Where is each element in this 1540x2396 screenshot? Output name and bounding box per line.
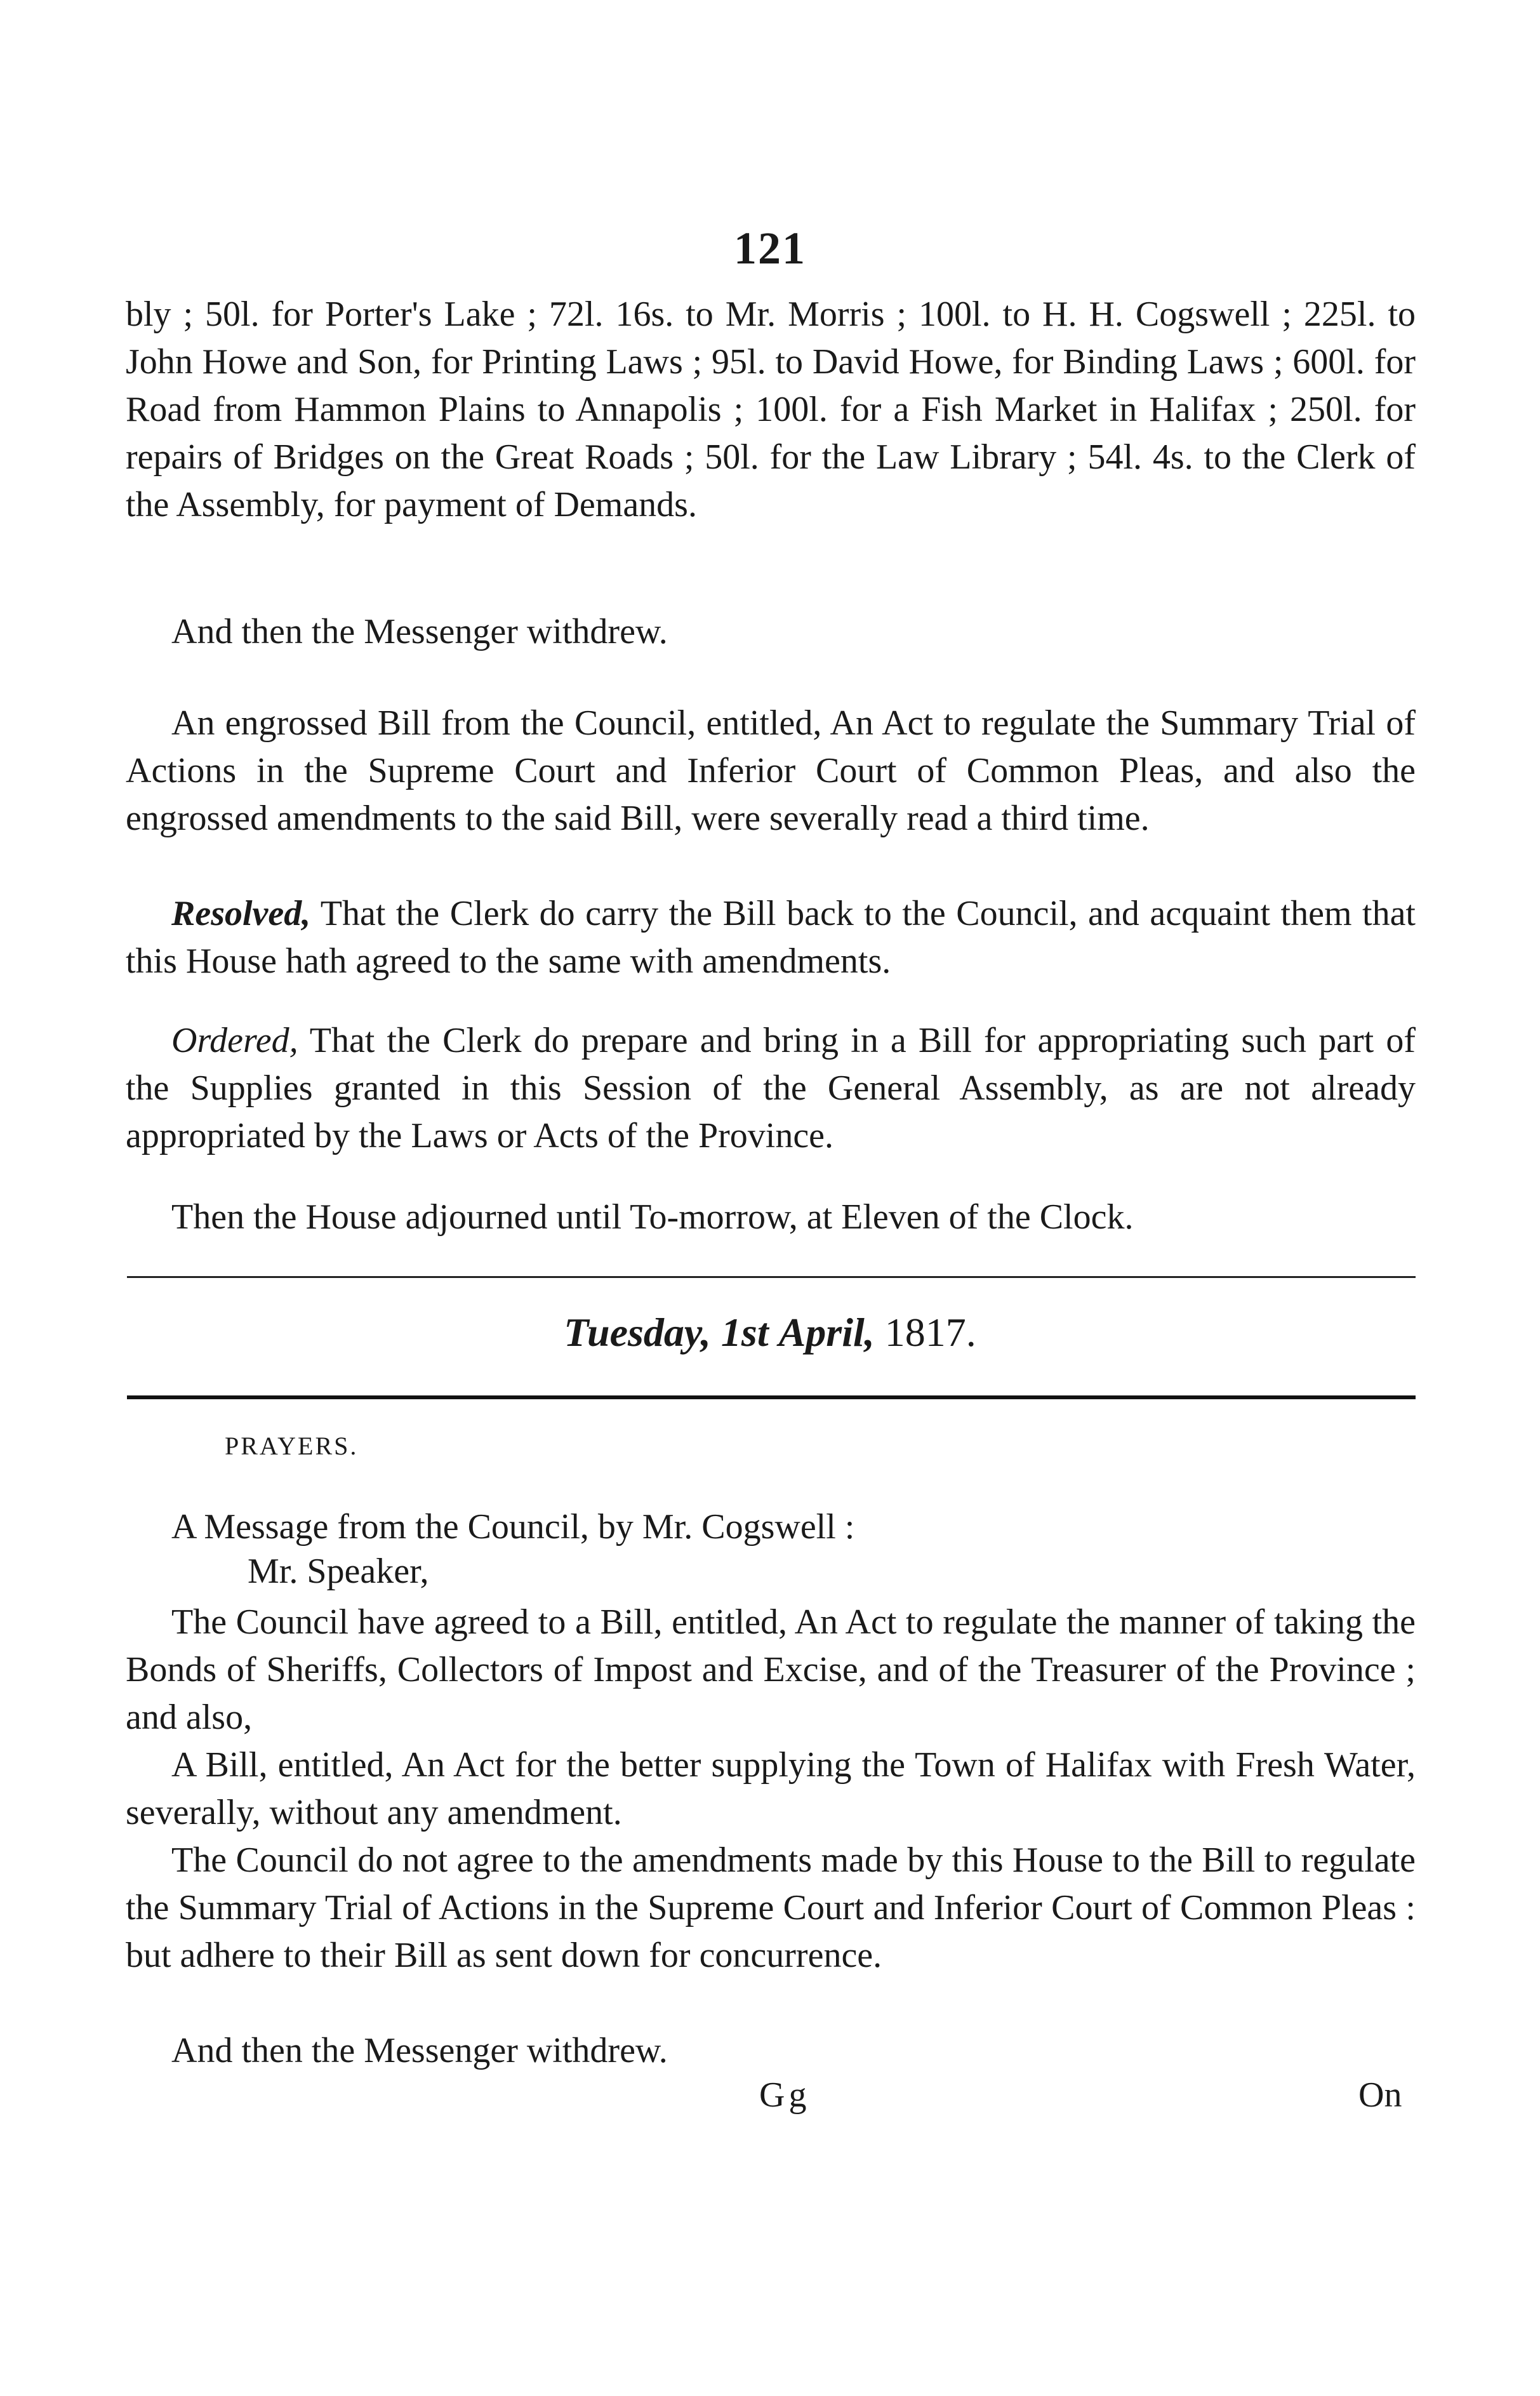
paragraph-text: And then the Messenger withdrew. xyxy=(171,612,668,651)
prayers-heading: PRAYERS. xyxy=(225,1432,359,1460)
paragraph-text: An engrossed Bill from the Council, entitled, An Act to regulate the Summary Trial of Actions in the Supreme Court and Inferior Court of Common Pleas, and also the engrossed amendments to the said Bill, were severally read a third time. xyxy=(126,703,1416,838)
resolved-text: That the Clerk do carry the Bill back to the Council, and acquaint them that this House hath agreed to the same with amendments. xyxy=(126,894,1416,981)
paragraph-text: Then the House adjourned until To-morrow, at Eleven of the Clock. xyxy=(171,1197,1134,1237)
adjournment-paragraph xyxy=(126,1194,1416,1241)
section-divider-bottom xyxy=(127,1395,1416,1399)
fresh-water-bill-paragraph xyxy=(126,1741,1416,1837)
speaker-salutation: Mr. Speaker, xyxy=(248,1552,429,1591)
date-weekday: Tuesday, xyxy=(564,1310,711,1355)
ordered-paragraph xyxy=(126,1017,1416,1160)
paragraph-text: The Council have agreed to a Bill, entitled, An Act to regulate the manner of taking the Bonds of Sheriffs, Collectors of Impost and Excise, and of the Treasurer of the Province ; and also, xyxy=(126,1602,1416,1737)
date-month: April, xyxy=(778,1310,875,1355)
date-day: 1st xyxy=(720,1310,769,1355)
ordered-text: That the Clerk do prepare and bring in a Bill for appropriating such part of the Supplies granted in this Session of the General Assembly, as are not already appropriated by the Laws or Acts of the Province. xyxy=(126,1021,1416,1155)
paragraph-text: And then the Messenger withdrew. xyxy=(171,2031,668,2070)
section-divider-top xyxy=(127,1276,1416,1278)
signature-mark: Gg xyxy=(759,2075,811,2115)
engrossed-bill-paragraph xyxy=(126,700,1416,842)
paragraph-text xyxy=(126,1017,1416,1160)
council-agreed-paragraph xyxy=(126,1599,1416,1741)
session-date-heading xyxy=(0,1309,1540,1356)
resolved-label: Resolved, xyxy=(171,894,311,933)
paragraph-text xyxy=(126,890,1416,985)
catchword: On xyxy=(1358,2075,1402,2115)
paragraph-text: A Message from the Council, by Mr. Cogswell : xyxy=(171,1507,855,1547)
resolved-paragraph xyxy=(126,890,1416,985)
messenger-withdrew-paragraph xyxy=(126,608,1416,656)
messenger-withdrew-final xyxy=(126,2027,1416,2075)
paragraph-text: A Bill, entitled, An Act for the better supplying the Town of Halifax with Fresh Water, severally, without any amendment. xyxy=(126,1745,1416,1832)
ordered-label: Ordered, xyxy=(171,1021,298,1060)
date-year: 1817. xyxy=(884,1310,976,1355)
supply-appropriations-paragraph xyxy=(126,291,1416,529)
paragraph-text: The Council do not agree to the amendments made by this House to the Bill to regulate the Summary Trial of Actions in the Supreme Court and Inferior Court of Common Pleas : but adhere to their Bill as sent down for concurrence. xyxy=(126,1840,1416,1975)
council-message-intro xyxy=(126,1503,1416,1551)
paragraph-text: bly ; 50l. for Porter's Lake ; 72l. 16s. to Mr. Morris ; 100l. to H. H. Cogswell ; 225l. to John Howe and Son, for Printing Laws ; 95l. to David Howe, for Binding Laws ; 600l. for Road from Hammon Plains to Annapolis ; 100l. for a Fish Market in Halifax ; 250l. for repairs of Bridges on the Great Roads ; 50l. for the Law Library ; 54l. 4s. to the Clerk of the Assembly, for payment of Demands. xyxy=(126,295,1416,524)
page-number: 121 xyxy=(734,223,806,274)
council-disagree-paragraph xyxy=(126,1837,1416,1980)
